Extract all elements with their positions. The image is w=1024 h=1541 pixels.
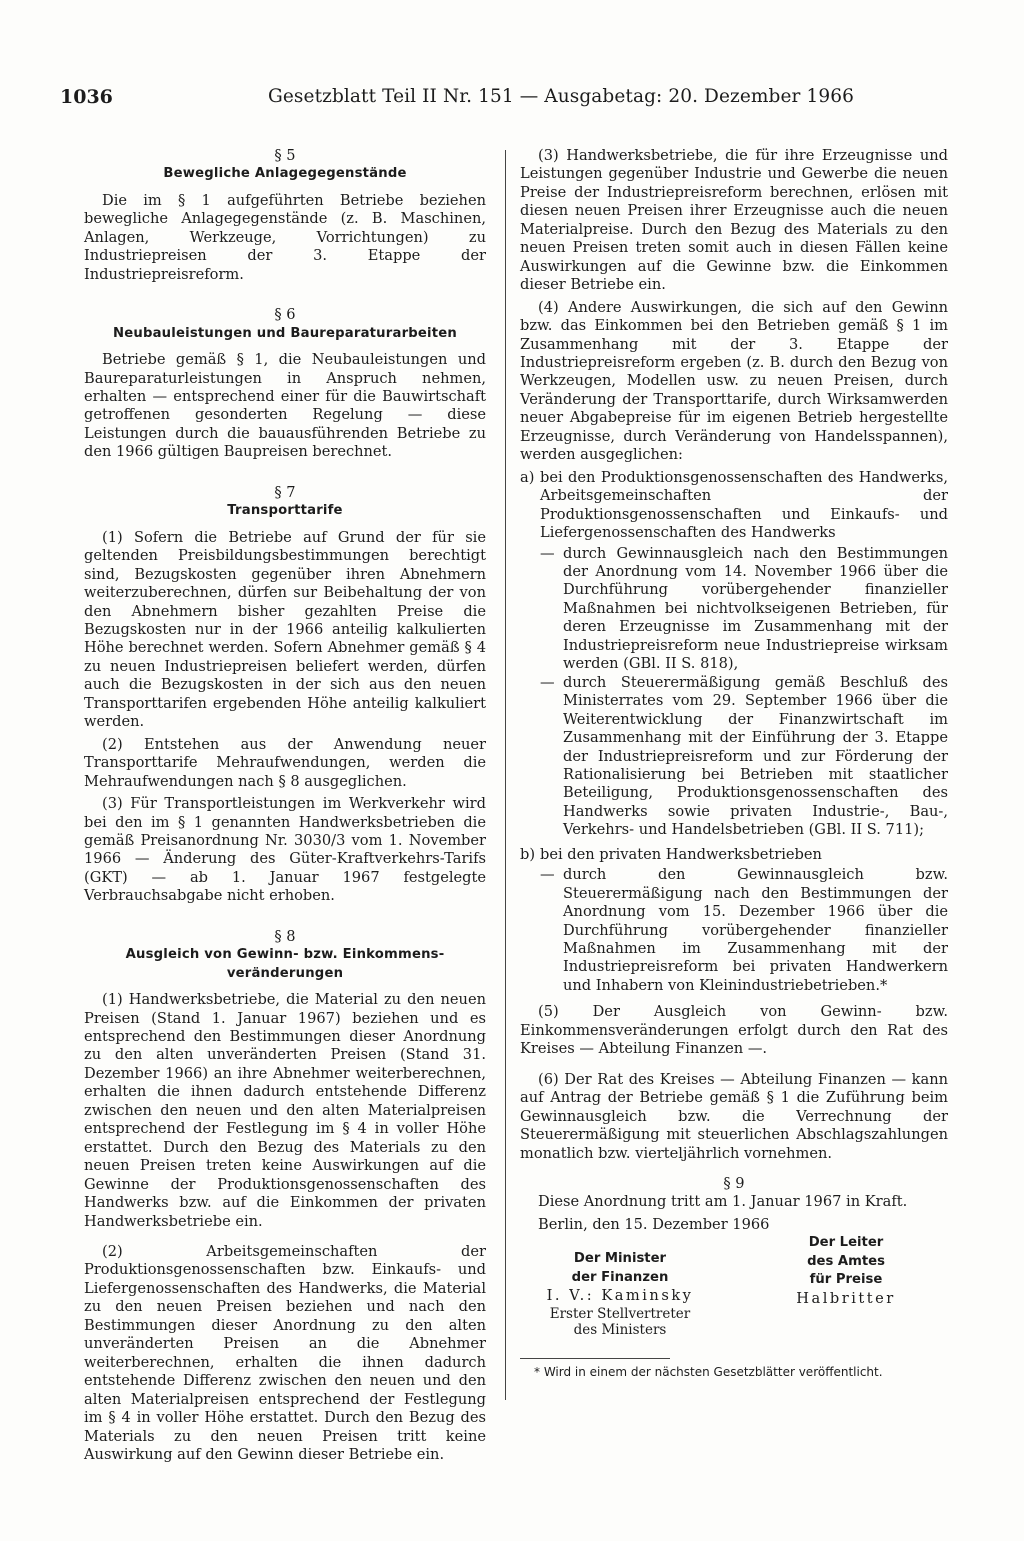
dash-bullet: — (540, 673, 555, 691)
page-number: 1036 (60, 86, 113, 108)
signatory-left-title-2: der Finanzen (571, 1269, 669, 1285)
list-item-b-text: bei den privaten Handwerksbetrieben (540, 845, 822, 863)
section-5-title: Bewegliche Anlagegegenstände (163, 166, 407, 182)
section-8-paragraph-4: (4) Andere Auswirkungen, die sich auf den Gewinn bzw. das Einkommen bei den Betrieben gemäß § 1 im Zusammenhang mit der 3. Etappe der Industriepreisreform ergeben (z. B. durch den Bezug von Werkzeugen, Modellen usw. zu neuen Preisen, durch Veränderung der Transporttarife, durch Wirksamwerden neuer Abgabepreise für im eigenen Betrieb hergestellte Erzeugnisse, durch Veränderung von Handelsspannen), werden ausgeglichen: (520, 298, 948, 464)
section-6-number: § 6 (274, 306, 296, 324)
column-divider (505, 150, 506, 1400)
section-7-paragraph-3: (3) Für Transportleistungen im Werkverkehr wird bei den im § 1 genannten Handwerksbetrieben die gemäß Preisanordnung Nr. 3030/3 vom 1. November 1966 — Änderung des Güter-Kraftverkehrs-Tarifs (GKT) — ab 1. Januar 1967 festgelegte Verbrauchsabgabe nicht erhoben. (84, 795, 486, 905)
signatory-right-name: Halbritter (796, 1289, 896, 1307)
signatory-left-role-1: Erster Stellvertreter (549, 1305, 691, 1322)
list-item-a-dash-1 (520, 545, 948, 674)
signatory-left-title-1: Der Minister (573, 1251, 667, 1267)
section-8-paragraph-1: (1) Handwerksbetriebe, die Material zu den neuen Preisen (Stand 1. Januar 1967) beziehen und es entsprechend den Bestimmungen dieser Anordnung zu den alten unveränderten Preisen (Stand 31. Dezember 1966) an ihre Abnehmer weiterberechnen, erhalten die ihnen dadurch entstehende Differenz zwischen den neuen und den alten Materialpreisen entsprechend der Festlegung im § 4 in voller Höhe erstattet. Durch den Bezug des Materials zu den neuen Preisen treten keine Auswirkungen auf die Gewinne der Produktionsgenossenschaften des Handwerks bzw. auf die Einkommen der privaten Handwerksbetriebe ein. (84, 991, 486, 1230)
footnote: * Wird in einem der nächsten Gesetzblätter veröffentlicht. (534, 1365, 883, 1380)
place-and-date: Berlin, den 15. Dezember 1966 (538, 1215, 770, 1233)
dash-bullet: — (540, 866, 555, 884)
right-column (520, 147, 948, 1382)
section-7-title: Transporttarife (227, 503, 343, 519)
section-8-title-line-1: Ausgleich von Gewinn- bzw. Einkommens- (125, 947, 445, 963)
list-item-a (520, 469, 948, 543)
list-item-a-text: bei den Produktionsgenossenschaften des Handwerks, Arbeitsgemeinschaften der Produktionsgenossenschaften und Einkaufs- und Liefergenossenschaften des Handwerks (540, 468, 948, 542)
section-9-text: Diese Anordnung tritt am 1. Januar 1967 in Kraft. (538, 1193, 908, 1211)
dash-bullet: — (540, 544, 555, 562)
list-item-a-dash-1-text: durch Gewinnausgleich nach den Bestimmungen der Anordnung vom 14. November 1966 über die Durchführung vorübergehender finanzieller Maßnahmen bei nichtvolkseigenen Betrieben, für deren Erzeugnisse im Zusammenhang mit der Industriepreisreform neue Industriepreise wirksam werden (GBl. II S. 818), (563, 544, 948, 673)
footnote-rule (520, 1358, 670, 1359)
list-item-a-dash-2-text: durch Steuerermäßigung gemäß Beschluß des Ministerrates vom 29. September 1966 über die Weiterentwicklung der Finanzwirtschaft im Zusammenhang mit der Einführung der 3. Etappe der Industriepreisreform und zur Förderung der Rationalisierung bei Betrieben mit staatlicher Beteiligung, Produktionsgenossenschaften des Handwerks sowie privaten Industrie-, Bau-, Verkehrs- und Handelsbetrieben (GBl. II S. 711); (563, 673, 948, 839)
signature-minister (520, 1250, 720, 1337)
section-7-number: § 7 (274, 483, 296, 501)
section-9-number: § 9 (723, 1175, 745, 1193)
list-item-b-dash-1-text: durch den Gewinnausgleich bzw. Steuerermäßigung nach den Bestimmungen der Anordnung vom 15. Dezember 1966 über die Durchführung vorübergehender finanzieller Maßnahmen im Zusammenhang mit der Industriepreisreform bei privaten Handwerkern und Inhabern von Kleinindustriebetrieben.* (563, 866, 948, 994)
section-8-paragraph-2: (2) Arbeitsgemeinschaften der Produktionsgenossenschaften bzw. Einkaufs- und Liefergenossenschaften des Handwerks, die Material zu den neuen Preisen beziehen und nach den Bestimmungen dieser Anordnung zu den alten unveränderten Preisen an die Abnehmer weiterberechnen, erhalten die ihnen dadurch entstehende Differenz zwischen den neuen und den alten Materialpreisen entsprechend der Festlegung im § 4 in voller Höhe erstattet. Durch den Bezug des Materials zu den neuen Preisen tritt keine Auswirkung auf den Gewinn dieser Betriebe ein. (84, 1243, 486, 1463)
signature-block (520, 1235, 948, 1350)
signature-price-office (756, 1234, 936, 1308)
section-5-number: § 5 (274, 147, 296, 164)
signatory-right-title-3: für Preise (809, 1272, 883, 1288)
section-8-paragraph-6: (6) Der Rat des Kreises — Abteilung Finanzen — kann auf Antrag der Betriebe gemäß § 1 die Zuführung beim Gewinnausgleich bzw. die Verrechnung der Steuerermäßigung mit steuerlichen Abschlagszahlungen monatlich bzw. vierteljährlich vornehmen. (520, 1070, 948, 1162)
list-item-a-label: a) (520, 468, 535, 486)
section-7-paragraph-1: (1) Sofern die Betriebe auf Grund der für sie geltenden Preisbildungsbestimmungen berechtigt sind, Bezugskosten gegenüber ihren Abnehmern weiterzuberechnen, dürfen sur Beibehaltung der von den Abnehmern bisher gezahlten Preise die Bezugskosten nur in der 1966 anteilig kalkulierten Höhe berechnet werden. Sofern Abnehmer gemäß § 4 zu neuen Industriepreisen beliefert werden, dürfen auch die Bezugskosten in der sich aus den neuen Transporttarifen ergebenden Höhe anteilig kalkuliert werden. (84, 528, 486, 731)
section-8-paragraph-3: (3) Handwerksbetriebe, die für ihre Erzeugnisse und Leistungen gegenüber Industrie und Gewerbe die neuen Preise der Industriepreisreform berechnen, erlösen mit diesen neuen Preisen ihrer Erzeugnisse auch die neuen Materialpreise. Durch den Bezug des Materials zu den neuen Preisen treten somit auch in diesen Fällen keine Auswirkungen auf die Gewinne bzw. die Einkommen dieser Betriebe ein. (520, 147, 948, 294)
section-6-paragraph: Betriebe gemäß § 1, die Neubauleistungen und Baureparaturleistungen in Anspruch nehmen, erhalten — entsprechend einer für die Bauwirtschaft getroffenen gesonderten Regelung — diese Leistungen durch die bauausführenden Betriebe zu den 1966 gültigen Baupreisen berechnet. (84, 351, 486, 461)
section-5-paragraph: Die im § 1 aufgeführten Betriebe beziehen bewegliche Anlagegegenstände (z. B. Maschinen, Anlagen, Werkzeuge, Vorrichtungen) zu Industriepreisen der 3. Etappe der Industriepreisreform. (84, 191, 486, 283)
section-6-title: Neubauleistungen und Baureparaturarbeiten (112, 325, 458, 341)
page-header (60, 86, 960, 110)
signatory-right-title-2: des Amtes (807, 1253, 885, 1269)
running-title: Gesetzblatt Teil II Nr. 151 — Ausgabetag: 20. Dezember 1966 (268, 86, 854, 107)
list-item-b (520, 846, 948, 864)
signatory-right-title-1: Der Leiter (808, 1235, 884, 1251)
left-column (84, 147, 486, 1468)
list-item-a-dash-2 (520, 674, 948, 840)
signatory-left-name: I. V.: Kaminsky (546, 1287, 694, 1305)
signatory-left-role-2: des Ministers (573, 1321, 667, 1338)
section-7-paragraph-2: (2) Entstehen aus der Anwendung neuer Transporttarife Mehraufwendungen, werden die Mehraufwendungen nach § 8 ausgeglichen. (84, 735, 486, 790)
section-8-paragraph-5: (5) Der Ausgleich von Gewinn- bzw. Einkommensveränderungen erfolgt durch den Rat des Kreises — Abteilung Finanzen —. (520, 1003, 948, 1058)
section-8-title-line-2: veränderungen (226, 965, 344, 981)
list-item-b-label: b) (520, 845, 536, 863)
section-8-number: § 8 (274, 927, 296, 945)
list-item-b-dash-1 (520, 866, 948, 995)
